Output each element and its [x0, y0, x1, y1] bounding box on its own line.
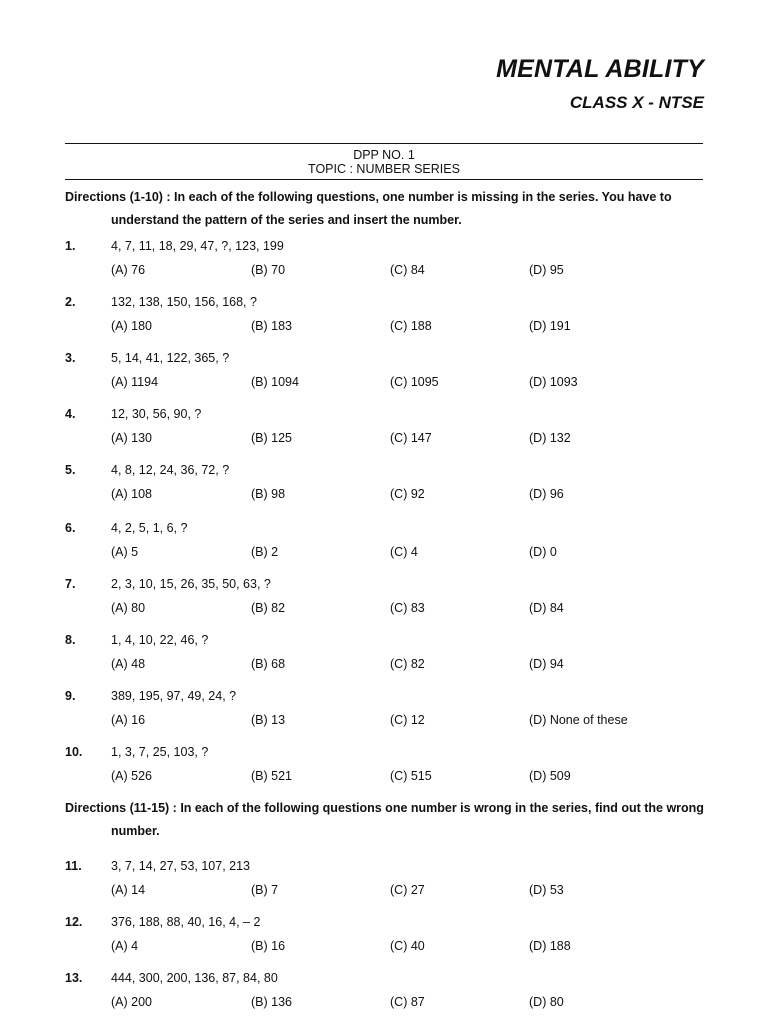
question-text: 12, 30, 56, 90, ? [111, 407, 202, 421]
option-c: (C) 40 [390, 939, 425, 953]
question-text: 4, 8, 12, 24, 36, 72, ? [111, 463, 230, 477]
question-text: 444, 300, 200, 136, 87, 84, 80 [111, 971, 278, 985]
option-d: (D) 191 [529, 319, 571, 333]
question-9 [65, 688, 705, 730]
option-d: (D) 94 [529, 657, 564, 671]
question-number: 13. [65, 971, 83, 985]
option-a: (A) 16 [111, 713, 146, 727]
option-b: (B) 98 [251, 487, 286, 501]
dpp-number: DPP NO. 1 [353, 148, 415, 162]
option-b: (B) 1094 [251, 375, 299, 389]
option-c: (C) 27 [390, 883, 425, 897]
directions-continuation: number. [111, 824, 160, 838]
question-13 [65, 970, 705, 1012]
dpp-header [65, 148, 703, 176]
option-b: (B) 521 [251, 769, 292, 783]
option-b: (B) 183 [251, 319, 292, 333]
question-8 [65, 632, 705, 674]
option-c: (C) 83 [390, 601, 425, 615]
option-d: (D) 188 [529, 939, 571, 953]
option-c: (C) 4 [390, 545, 418, 559]
question-1 [65, 238, 705, 280]
option-a: (A) 5 [111, 545, 139, 559]
question-number: 11. [65, 859, 82, 873]
directions-1-10 [65, 186, 710, 232]
directions-lead: Directions (1-10) : In each of the following questions, one number is missing in the series. You have to [65, 190, 672, 204]
option-c: (C) 12 [390, 713, 425, 727]
option-a: (A) 130 [111, 431, 152, 445]
option-d: (D) 132 [529, 431, 571, 445]
question-number: 7. [65, 577, 76, 591]
option-c: (C) 84 [390, 263, 425, 277]
option-d: (D) 53 [529, 883, 564, 897]
option-b: (B) 7 [251, 883, 279, 897]
option-c: (C) 515 [390, 769, 432, 783]
option-b: (B) 136 [251, 995, 292, 1009]
question-text: 376, 188, 88, 40, 16, 4, – 2 [111, 915, 261, 929]
question-11 [65, 858, 705, 900]
page-subtitle: CLASS X - NTSE [569, 93, 704, 112]
question-12 [65, 914, 705, 956]
question-text: 132, 138, 150, 156, 168, ? [111, 295, 257, 309]
option-c: (C) 92 [390, 487, 425, 501]
option-a: (A) 200 [111, 995, 152, 1009]
option-a: (A) 48 [111, 657, 146, 671]
option-a: (A) 4 [111, 939, 139, 953]
question-text: 4, 2, 5, 1, 6, ? [111, 521, 188, 535]
directions-11-15 [65, 797, 710, 843]
question-text: 1, 4, 10, 22, 46, ? [111, 633, 209, 647]
option-b: (B) 2 [251, 545, 279, 559]
option-d: (D) 0 [529, 545, 557, 559]
question-text: 5, 14, 41, 122, 365, ? [111, 351, 230, 365]
directions-lead: Directions (11-15) : In each of the following questions one number is wrong in the series, find out the wrong [65, 801, 704, 815]
option-b: (B) 82 [251, 601, 286, 615]
option-d: (D) 84 [529, 601, 564, 615]
option-c: (C) 82 [390, 657, 425, 671]
option-b: (B) 68 [251, 657, 286, 671]
question-text: 3, 7, 14, 27, 53, 107, 213 [111, 859, 251, 873]
option-c: (C) 1095 [390, 375, 439, 389]
option-b: (B) 125 [251, 431, 292, 445]
question-number: 5. [65, 463, 76, 477]
topic-label: TOPIC : NUMBER SERIES [308, 162, 460, 176]
question-5 [65, 462, 705, 504]
question-6 [65, 520, 705, 562]
question-text: 4, 7, 11, 18, 29, 47, ?, 123, 199 [111, 239, 284, 253]
question-number: 12. [65, 915, 83, 929]
question-3 [65, 350, 705, 392]
option-b: (B) 16 [251, 939, 286, 953]
question-number: 4. [65, 407, 76, 421]
option-c: (C) 87 [390, 995, 425, 1009]
question-2 [65, 294, 705, 336]
question-number: 1. [65, 239, 76, 253]
option-c: (C) 188 [390, 319, 432, 333]
option-d: (D) 1093 [529, 375, 578, 389]
option-a: (A) 1194 [111, 375, 159, 389]
question-4 [65, 406, 705, 448]
option-d: (D) 509 [529, 769, 571, 783]
option-a: (A) 14 [111, 883, 146, 897]
question-number: 3. [65, 351, 76, 365]
question-10 [65, 744, 705, 786]
question-number: 8. [65, 633, 76, 647]
option-d: (D) 80 [529, 995, 564, 1009]
question-number: 10. [65, 745, 83, 759]
question-text: 389, 195, 97, 49, 24, ? [111, 689, 237, 703]
option-a: (A) 526 [111, 769, 152, 783]
option-d: (D) None of these [529, 713, 628, 727]
question-number: 9. [65, 689, 76, 703]
option-d: (D) 96 [529, 487, 564, 501]
option-b: (B) 70 [251, 263, 286, 277]
option-a: (A) 180 [111, 319, 152, 333]
question-text: 1, 3, 7, 25, 103, ? [111, 745, 209, 759]
option-a: (A) 76 [111, 263, 146, 277]
option-b: (B) 13 [251, 713, 286, 727]
option-d: (D) 95 [529, 263, 564, 277]
option-a: (A) 80 [111, 601, 146, 615]
option-a: (A) 108 [111, 487, 152, 501]
option-c: (C) 147 [390, 431, 432, 445]
question-7 [65, 576, 705, 618]
question-number: 6. [65, 521, 76, 535]
question-number: 2. [65, 295, 76, 309]
directions-continuation: understand the pattern of the series and insert the number. [111, 213, 462, 227]
header-rule-bottom [65, 179, 703, 180]
header-rule-top [65, 143, 703, 144]
question-text: 2, 3, 10, 15, 26, 35, 50, 63, ? [111, 577, 271, 591]
page-title: MENTAL ABILITY [496, 55, 704, 83]
